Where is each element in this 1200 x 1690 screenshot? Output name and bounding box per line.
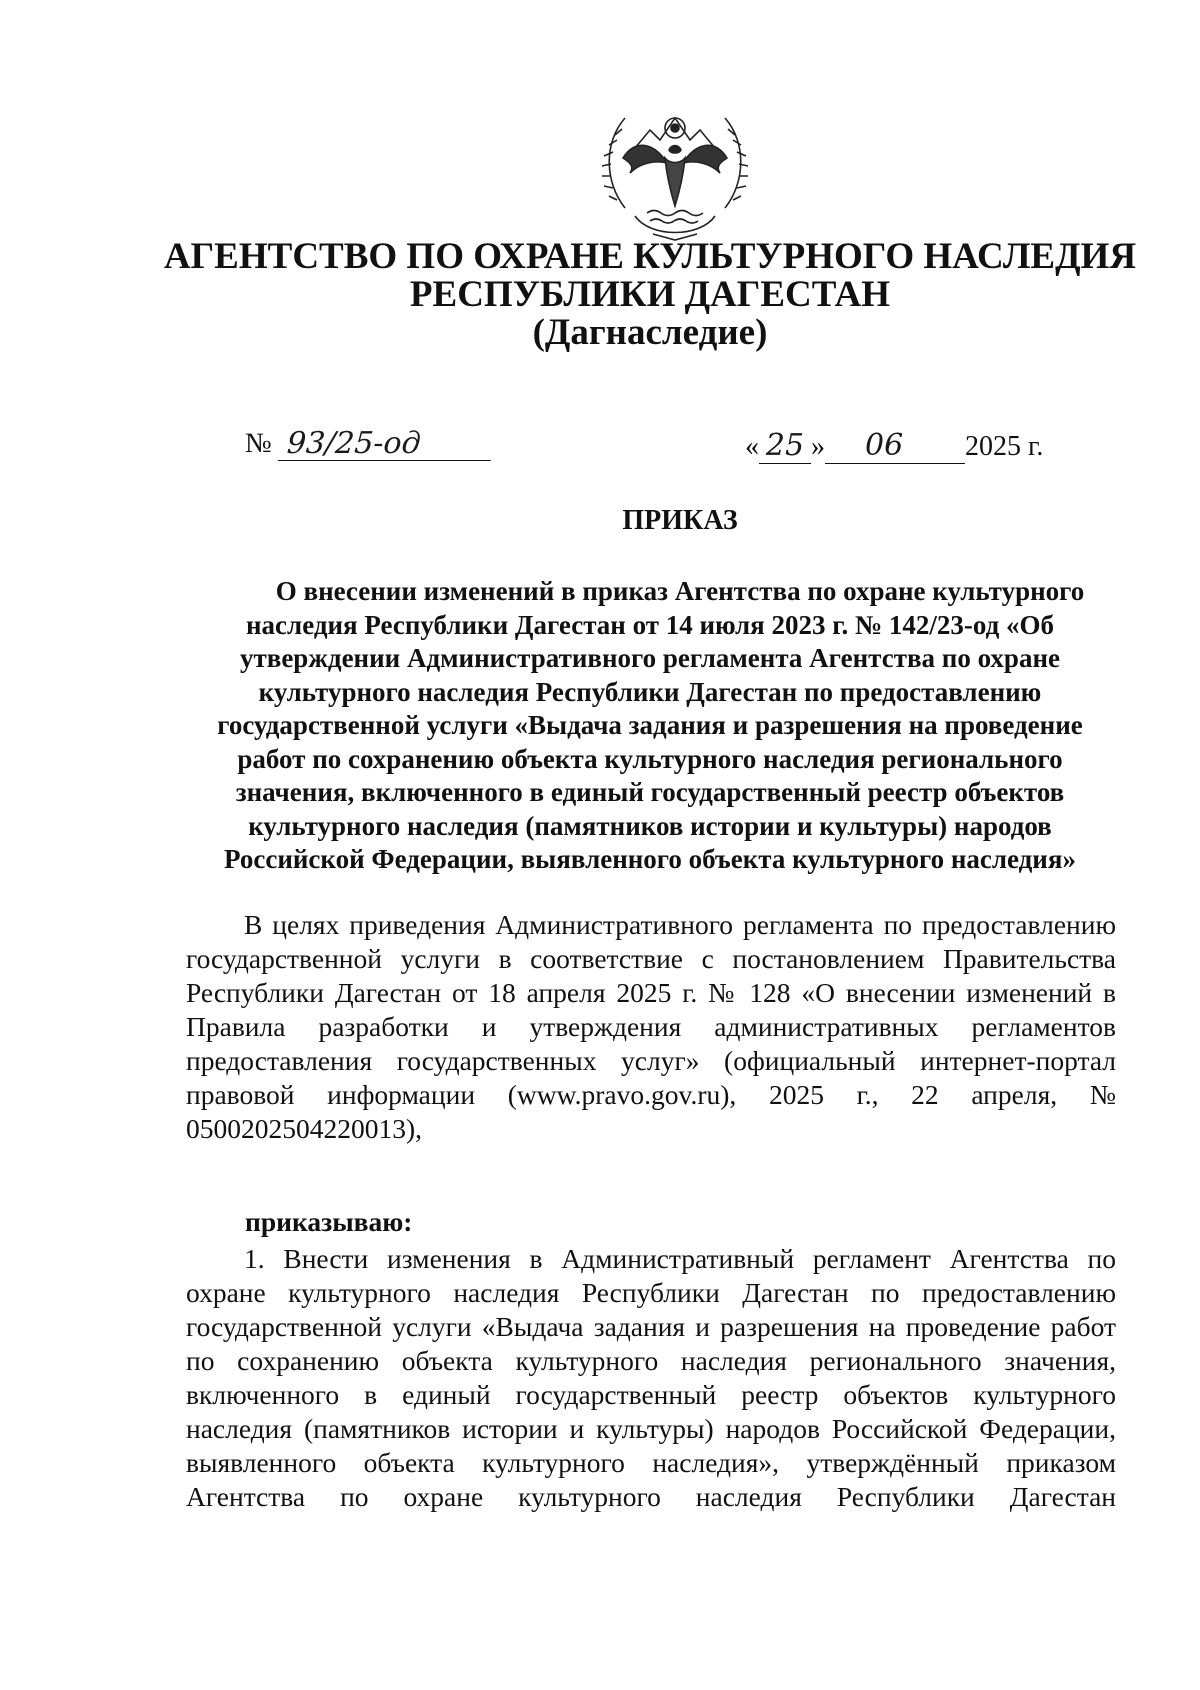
number-label: № [245, 428, 272, 459]
subject-line: утверждении Административного регламента Агентства по охране [239, 643, 1060, 673]
dagestan-coat-of-arms-icon [595, 88, 755, 248]
subject-line: Российской Федерации, выявленного объекта культурного наследия» [224, 844, 1076, 874]
preamble-line: предоставления государственных услуг» (официальный интернет-портал [186, 1045, 1116, 1076]
preamble-line: Правила разработки и утверждения административных регламентов [186, 1011, 1116, 1042]
document-type-title: ПРИКАЗ [622, 505, 738, 536]
item-1-paragraph [186, 1242, 1116, 1514]
subject-line: работ по сохранению объекта культурного наследия регионального [237, 743, 1063, 774]
preamble-line: В целях приведения Административного регламента по предоставлению [244, 909, 1116, 940]
date-month: 06 [825, 428, 965, 464]
item-1-line: 1. Внести изменения в Административный регламент Агентства по [244, 1243, 1116, 1274]
agency-name-line1: АГЕНТСТВО ПО ОХРАНЕ КУЛЬТУРНОГО НАСЛЕДИЯ [163, 236, 1137, 277]
order-date [745, 428, 1043, 464]
registration-line [245, 420, 1105, 470]
item-1-line: охране культурного наследия Республики Дагестан по предоставлению [186, 1277, 1116, 1308]
agency-short-name: (Дагнаследие) [532, 312, 768, 353]
preamble-line: Республики Дагестан от 18 апреля 2025 г. № 128 «О внесении изменений в [186, 977, 1116, 1008]
item-1-line: выявленного объекта культурного наследия», утверждённый приказом [186, 1447, 1116, 1478]
subject-line: наследия Республики Дагестан от 14 июля 2023 г. № 142/23-од «Об [246, 609, 1054, 640]
date-day: 25 [759, 428, 811, 464]
date-close-quote: » [811, 431, 825, 462]
subject-line: значения, включенного в единый государственный реестр объектов [235, 777, 1065, 807]
preamble-line: правовой информации (www.pravo.gov.ru), 2025 г., 22 апреля, № [186, 1079, 1116, 1110]
item-1-line: государственной услуги «Выдача задания и разрешения на проведение работ [186, 1311, 1116, 1342]
subject-line: О внесении изменений в приказ Агентства по охране культурного [275, 576, 1085, 606]
preamble-line: государственной услуги в соответствие с постановлением Правительства [186, 943, 1116, 974]
agency-name-line2: РЕСПУБЛИКИ ДАГЕСТАН [409, 274, 891, 315]
item-1-line: Агентства по охране культурного наследия Республики Дагестан [186, 1481, 1116, 1512]
order-subject [190, 575, 1110, 877]
order-directive: приказываю: [245, 1206, 413, 1237]
order-number: 93/25-од [278, 426, 493, 461]
date-year: 2025 г. [965, 431, 1044, 462]
subject-line: культурного наследия (памятников истории и культуры) народов [248, 810, 1052, 841]
subject-line: государственной услуги «Выдача задания и разрешения на проведение [217, 710, 1083, 740]
item-1-line: включенного в единый государственный реестр объектов культурного [186, 1379, 1116, 1410]
agency-heading [150, 238, 1150, 352]
item-1-line: наследия (памятников истории и культуры) народов Российской Федерации, [186, 1413, 1116, 1444]
date-open-quote: « [745, 431, 759, 462]
preamble-paragraph [186, 908, 1116, 1146]
item-1-line: по сохранению объекта культурного наследия регионального значения, [186, 1345, 1116, 1376]
preamble-line: 0500202504220013), [186, 1113, 423, 1144]
subject-line: культурного наследия Республики Дагестан по предоставлению [258, 676, 1042, 707]
